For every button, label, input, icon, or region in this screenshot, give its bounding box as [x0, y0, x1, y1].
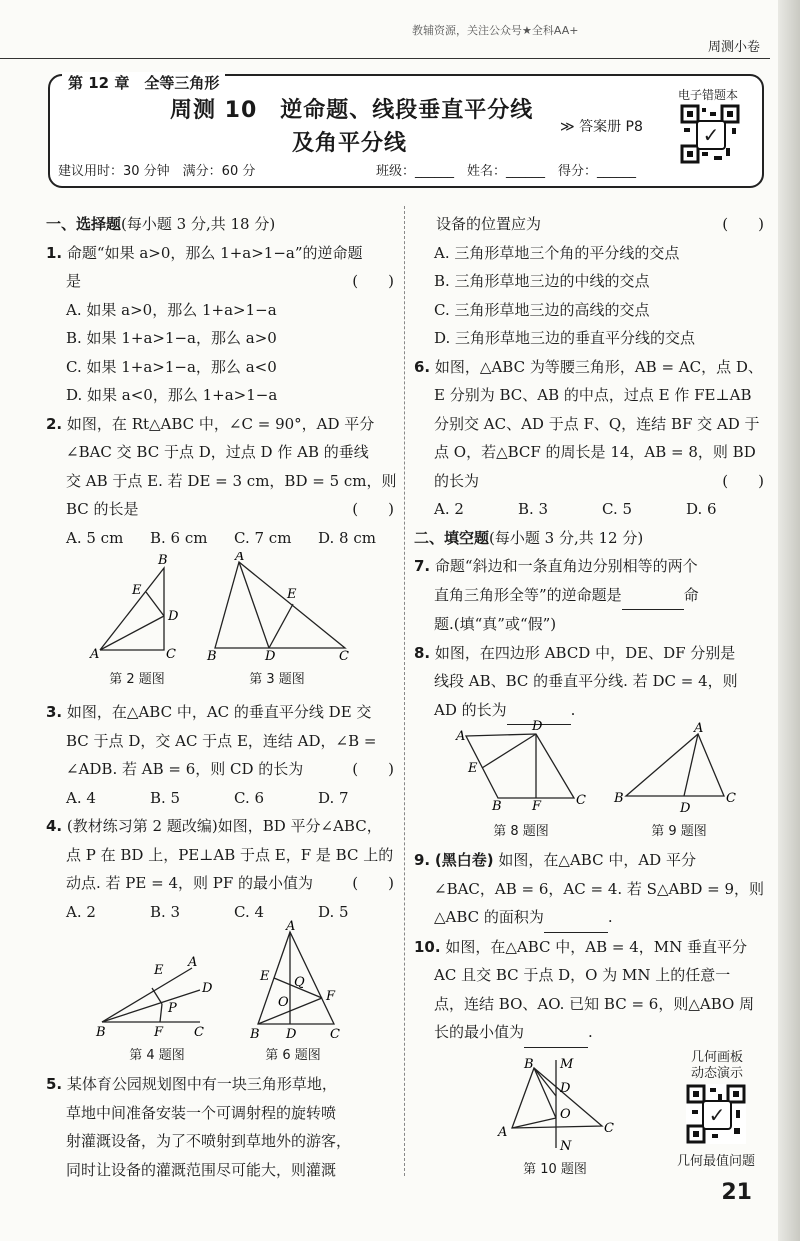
q6-line-1 [414, 353, 764, 382]
q8-number: 8. [414, 643, 431, 662]
q2-line-1 [46, 410, 394, 439]
right-column-lower [414, 846, 764, 1048]
fig3-label-e: E [287, 587, 297, 602]
q9-text-1: 如图，在△ABC 中，AD 平分 [498, 851, 696, 869]
q8-text-1: 如图，在四边形 ABCD 中，DE、DF 分别是 [434, 643, 736, 662]
q1-text-1: 命题“如果 a>0，那么 1+a>1−a”的逆命题 [66, 243, 363, 262]
fig8-label-b: B [492, 799, 502, 812]
q2-line-2: ∠BAC 交 BC 于点 D，过点 D 作 AB 的垂线 [66, 443, 369, 461]
q5-number: 5. [46, 1075, 63, 1093]
q8-line-3: AD 的长为 . [414, 696, 764, 726]
q5-option-b[interactable]: B. 三角形草地三边的中线的交点 [434, 272, 650, 290]
q6-option-a[interactable]: A. 2 [434, 500, 464, 518]
q2-number: 2. [46, 414, 63, 433]
q1-line-2 [46, 267, 394, 296]
q4-text-1: (教材练习第 2 题改编)如图，BD 平分∠ABC， [66, 817, 382, 835]
figure-4-caption: 第 4 题图 [129, 1048, 185, 1063]
fig8-label-c: C [576, 793, 586, 808]
fig6-label-o: O [278, 995, 289, 1010]
fig8-label-d: D [532, 719, 543, 734]
q2-option-d[interactable]: D. 8 cm [318, 528, 376, 547]
q3-text-1: 如图，在△ABC 中，AC 的垂直平分线 DE 交 [66, 703, 372, 721]
q1-option-b[interactable]: B. 如果 1+a>1−a，那么 a>0 [66, 329, 277, 347]
q3-line-2: BC 于点 D，交 AC 于点 E，连结 AD，∠B = [66, 731, 377, 750]
answer-bracket[interactable]: ( ) [352, 874, 394, 892]
fig2-label-a: A [90, 647, 100, 660]
fig8-label-e: E [468, 761, 478, 776]
q5-line-2: 草地中间准备安装一个可调射程的旋转喷 [66, 1103, 337, 1122]
check-icon: ✓ [702, 1100, 732, 1130]
figure-4-diagram [92, 950, 222, 1040]
fig6-label-q: Q [294, 975, 305, 990]
q8-line-2: 线段 AB、BC 的垂直平分线. 若 DC = 4，则 [434, 672, 738, 690]
q4-line-1 [46, 812, 394, 841]
figure-3 [205, 552, 355, 662]
fig9-label-c: C [726, 791, 736, 806]
section-2-note: (每小题 3 分,共 12 分) [489, 528, 644, 547]
fig10-label-c: C [604, 1121, 614, 1136]
q3-option-a[interactable]: A. 4 [66, 788, 96, 807]
q7-number: 7. [414, 557, 431, 575]
q7-line-1 [414, 552, 764, 581]
answer-bracket[interactable]: ( ) [722, 215, 764, 233]
figure-8 [452, 718, 592, 812]
section-1-title: 一、选择题 [46, 215, 122, 233]
q5-option-a[interactable]: A. 三角形草地三个角的平分线的交点 [434, 243, 680, 262]
q6-number: 6. [414, 357, 431, 376]
q5-line-3: 射灌溉设备，为了不喷射到草地外的游客， [66, 1132, 352, 1150]
q2-option-b[interactable]: B. 6 cm [150, 528, 208, 547]
figure-6-caption: 第 6 题图 [265, 1048, 321, 1063]
fig3-label-c: C [339, 649, 349, 662]
fig6-label-c: C [330, 1027, 340, 1042]
check-icon: ✓ [696, 120, 726, 150]
q3-options [46, 784, 394, 813]
fig8-label-f: F [532, 799, 542, 812]
fig4-label-e: E [154, 963, 164, 978]
column-divider [404, 206, 405, 1176]
fig4-label-p: P [168, 1001, 177, 1016]
fig4-label-c: C [194, 1025, 204, 1040]
fig9-label-b: B [614, 791, 624, 806]
title-line-1: 周测 10 逆命题、线段垂直平分线 [170, 98, 534, 123]
fig10-label-m: M [560, 1057, 574, 1072]
q1-option-d[interactable]: D. 如果 a<0，那么 1+a>1−a [66, 386, 278, 404]
q5-cont [414, 210, 764, 239]
fig10-label-d: D [560, 1081, 571, 1096]
q7-line-3: 题.(填“真”或“假”) [434, 615, 557, 633]
q10-answer-blank[interactable] [524, 1018, 588, 1048]
q2-text-1: 如图，在 Rt△ABC 中，∠C = 90°，AD 平分 [66, 414, 375, 433]
q2-option-c[interactable]: C. 7 cm [234, 528, 292, 547]
figure-2 [80, 550, 190, 660]
fig4-label-b: B [96, 1025, 106, 1040]
fig6-label-e: E [260, 969, 270, 984]
q2-option-a[interactable]: A. 5 cm [66, 528, 124, 547]
top-note: 教辅资源，关注公众号★全科AA+ [412, 24, 579, 37]
answer-reference: ≫ 答案册 P8 [560, 119, 643, 135]
q6-option-c[interactable]: C. 5 [602, 500, 633, 518]
title-line-2: 及角平分线 [292, 131, 408, 156]
fig3-label-b: B [207, 649, 217, 662]
answer-bracket[interactable]: ( ) [352, 760, 394, 778]
q10-line-1 [414, 933, 764, 962]
q4-option-c[interactable]: C. 4 [234, 902, 265, 921]
q4-option-a[interactable]: A. 2 [66, 902, 96, 921]
section-1-note: (每小题 3 分,共 18 分) [121, 215, 276, 233]
q2-line-4 [46, 495, 394, 524]
figure-9 [612, 722, 742, 814]
q9-answer-blank[interactable] [544, 903, 608, 933]
q1-line-1 [46, 239, 394, 268]
fig2-label-c: C [166, 647, 176, 660]
section-2-heading [414, 524, 764, 553]
corner-label: 周测小卷 [707, 40, 760, 55]
q6-options [414, 495, 764, 524]
q5-cont-text: 设备的位置应为 [436, 215, 542, 233]
page-edge-shadow [778, 0, 800, 1241]
qr2-label-mid: 动态演示 [690, 1066, 743, 1081]
fig6-label-b: B [250, 1027, 260, 1042]
q6-line-3: 分别交 AC、AD 于点 F、Q，连结 BF 交 AD 于 [434, 414, 760, 433]
fig10-label-o: O [560, 1107, 571, 1122]
q6-option-b[interactable]: B. 3 [518, 500, 549, 518]
q9-line-3: △ABC 的面积为 . [414, 903, 764, 933]
q5-option-c[interactable]: C. 三角形草地三边的高线的交点 [434, 300, 650, 319]
fig2-label-e: E [132, 583, 142, 598]
q9-line-2: ∠BAC，AB = 6，AC = 4. 若 S△ABD = 9，则 [434, 879, 765, 898]
figure-3-caption: 第 3 题图 [249, 672, 305, 687]
q4-line-3 [46, 869, 394, 898]
qr-label: 电子错题本 [678, 88, 739, 102]
qr-code-bottom[interactable] [686, 1084, 746, 1144]
q6-line-4: 点 O，若△BCF 的周长是 14，AB = 8，则 BD [434, 443, 756, 461]
q4-option-b[interactable]: B. 3 [150, 902, 181, 921]
q10-text-4: 长的最小值为 [434, 1023, 525, 1041]
q3-option-b[interactable]: B. 5 [150, 788, 181, 807]
answer-bracket[interactable]: ( ) [722, 471, 764, 490]
fig6-label-a: A [286, 920, 296, 934]
fig2-label-b: B [158, 553, 168, 568]
answer-bracket[interactable]: ( ) [352, 272, 394, 290]
q1-option-c[interactable]: C. 如果 1+a>1−a，那么 a<0 [66, 357, 277, 376]
chapter-label: 第 12 章 全等三角形 [62, 72, 225, 93]
q10-line-3: 点，连结 BO、AO. 已知 BC = 6，则△ABO 周 [434, 994, 755, 1013]
figure-8-caption: 第 8 题图 [493, 824, 549, 839]
q3-number: 3. [46, 703, 63, 721]
q10-line-2: AC 且交 BC 于点 D，O 为 MN 上的任意一 [434, 966, 731, 984]
left-column-lower [46, 698, 394, 926]
fig10-label-b: B [524, 1057, 534, 1072]
qr2-label-top: 几何画板 [690, 1050, 743, 1065]
q3-line-3 [46, 755, 394, 784]
q9-text-3: △ABC 的面积为 [434, 908, 544, 926]
figure-9-caption: 第 9 题图 [651, 824, 707, 839]
q2-options [46, 524, 394, 553]
q6-line-2: E 分别为 BC、AB 的中点，过点 E 作 FE⊥AB [434, 386, 752, 404]
q3-text-3: ∠ADB. 若 AB = 6，则 CD 的长为 [66, 760, 304, 778]
qr2-label-bottom: 几何最值问题 [676, 1154, 755, 1169]
fig3-label-a: A [235, 552, 245, 564]
q4-text-3: 动点. 若 PE = 4，则 PF 的最小值为 [66, 874, 314, 892]
q9-line-1 [414, 846, 764, 875]
fig9-label-a: A [694, 722, 704, 736]
figure-2-caption: 第 2 题图 [109, 672, 165, 687]
page-number: 21 [721, 1180, 752, 1205]
q6-option-d[interactable]: D. 6 [686, 500, 717, 518]
fig4-label-d: D [202, 981, 213, 996]
meta-student-fields: 班级：______ 姓名：______ 得分：______ [376, 164, 637, 179]
q7-suffix: 命 [683, 585, 699, 604]
left-column [46, 210, 397, 552]
q7-line-2 [414, 581, 764, 611]
fig10-label-n: N [560, 1139, 572, 1154]
q7-answer-blank[interactable] [622, 581, 684, 611]
fig3-label-d: D [265, 649, 276, 662]
q3-option-c[interactable]: C. 6 [234, 788, 265, 807]
q9-number: 9. [414, 851, 431, 869]
figure-3-diagram [205, 552, 355, 662]
meta-time-score: 建议用时：30 分钟 满分：60 分 [58, 164, 256, 179]
q1-number: 1. [46, 243, 63, 262]
fig8-label-a: A [456, 729, 466, 744]
figure-6 [250, 920, 350, 1042]
q3-line-1 [46, 698, 394, 727]
q7-text-1: 命题“斜边和一条直角边分别相等的两个 [434, 557, 698, 575]
figure-10-diagram [494, 1056, 624, 1156]
figure-9-diagram [612, 722, 742, 814]
q9-tag: (黑白卷) [434, 851, 494, 869]
q4-option-d[interactable]: D. 5 [318, 902, 349, 921]
q3-option-d[interactable]: D. 7 [318, 788, 349, 807]
fig6-label-d: D [286, 1027, 297, 1042]
q10-line-4: 长的最小值为 . [414, 1018, 764, 1048]
qr-code-top[interactable] [680, 104, 740, 164]
q5-block [46, 1070, 394, 1184]
q5-option-d[interactable]: D. 三角形草地三边的垂直平分线的交点 [434, 329, 696, 347]
figure-10 [494, 1056, 624, 1156]
q4-line-2: 点 P 在 BD 上，PE⊥AB 于点 E，F 是 BC 上的 [66, 845, 394, 864]
top-rule [0, 58, 770, 59]
fig4-label-f: F [154, 1025, 164, 1040]
fig9-label-d: D [680, 801, 691, 814]
q4-number: 4. [46, 817, 63, 835]
section-1-heading [46, 210, 394, 239]
q6-line-5 [414, 467, 764, 496]
answer-bracket[interactable]: ( ) [352, 500, 394, 518]
figure-10-caption: 第 10 题图 [523, 1162, 587, 1177]
q7-text-2: 直角三角形全等”的逆命题是 [434, 585, 622, 604]
q8-text-3: AD 的长为 [434, 700, 507, 719]
q10-text-1: 如图，在△ABC 中，AB = 4，MN 垂直平分 [445, 937, 748, 956]
q10-number: 10. [414, 937, 441, 956]
fig10-label-a: A [498, 1125, 508, 1140]
q5-text-1: 某体育公园规划图中有一块三角形草地， [66, 1075, 337, 1093]
fig2-label-d: D [168, 609, 179, 624]
q2-text-4: BC 的长是 [66, 500, 139, 518]
q5-line-1 [46, 1070, 394, 1099]
q2-line-3: 交 AB 于点 E. 若 DE = 3 cm，BD = 5 cm，则 [66, 471, 397, 490]
figure-4 [92, 950, 222, 1040]
q6-text-1: 如图，△ABC 为等腰三角形，AB = AC，点 D、 [434, 357, 763, 376]
fig4-label-a: A [188, 955, 198, 970]
fig6-label-f: F [326, 989, 336, 1004]
section-2-title: 二、填空题 [414, 528, 490, 547]
q6-text-5: 的长为 [434, 471, 480, 490]
figure-6-diagram [250, 920, 350, 1042]
q1-text-2: 是 [66, 272, 82, 290]
figure-2-diagram [80, 550, 190, 660]
q8-line-1 [414, 639, 764, 668]
right-column [414, 210, 764, 725]
figure-8-diagram [452, 718, 592, 812]
q1-option-a[interactable]: A. 如果 a>0，那么 1+a>1−a [66, 300, 277, 319]
q5-line-4: 同时让设备的灌溉范围尽可能大，则灌溉 [66, 1160, 337, 1179]
